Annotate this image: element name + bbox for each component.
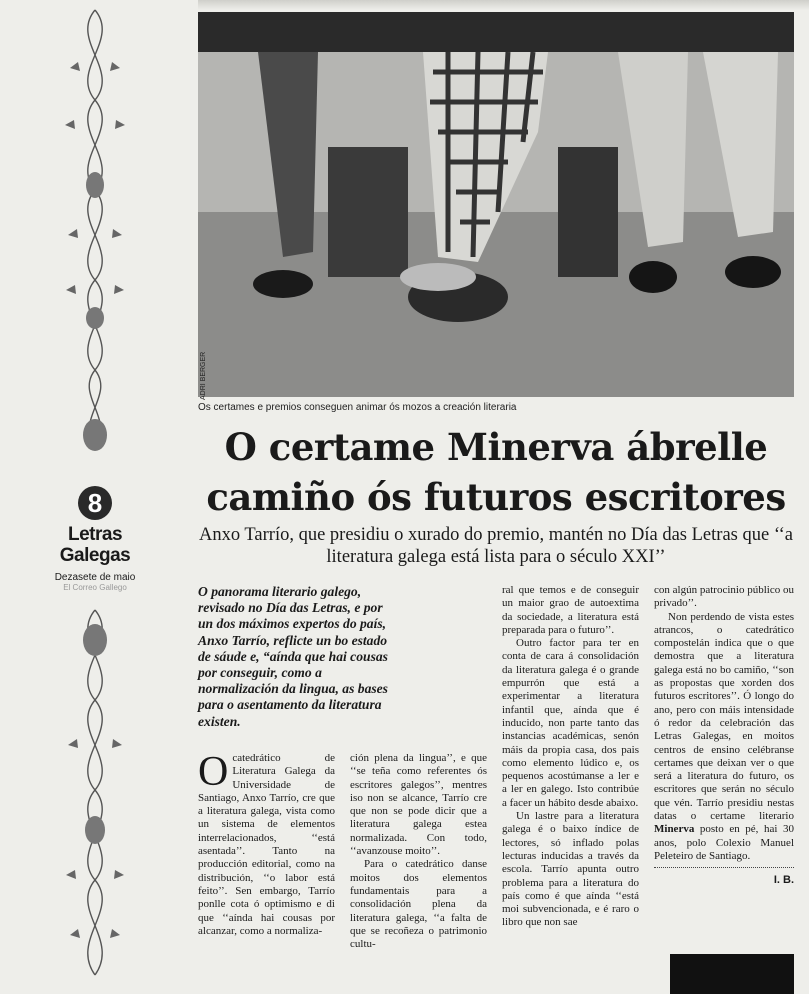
lead-paragraph: O panorama literario galego, revisado no Día das Letras, e por un dos máximos expertos do país, Anxo Tarrío, reflicte un bo estado de sáude e, “aínda que hai cousas por conseguir, como a normalización da lingua, as bases para o asentamento da literatura existen. — [198, 584, 388, 729]
section-title: Letras Galegas — [59, 524, 131, 566]
section-source: El Correo Gallego — [63, 583, 127, 592]
column-1: Ocatedrático de Literatura Galega da Universidade de Santiago, Anxo Tarrío, cre que a literatura galega, vista como un sistema de elementos interrelacionados, ‘‘está asentada’’. Tanto na producción editorial, como na distribución, ‘‘o labor está feito’’. Sen embargo, Tarrío ponlle cota ó optimismo e di que ‘‘aínda hai cousas por alcanzar, como a normaliza- — [198, 749, 335, 937]
black-corner-block — [670, 954, 794, 994]
section-number: 8 — [78, 486, 112, 520]
byline: I. B. — [654, 867, 794, 887]
photo-caption: Os certames e premios conseguen animar ós mozos a creación literaria — [198, 402, 517, 413]
section-label — [40, 486, 150, 592]
column-4: con algún patrocinio público ou privado’’. Non perdendo de vista estes atrancos, o catedrático compostelán indica que o que demostra que a literatura galega está no bo camiño, ‘‘son as propostas que xorden dos futuros escritores’’. Ó longo do ano, pero con máis intensidade ó redor da celebración das Letras Galegas, en moitos centros de ensino celébranse certames que deixan ver o que será a literatura do futuro, os escritores que serán no século que vén. Tarrío presidiu nestas datas o certame literario Minerva posto en pé, hai 30 anos, polo Colexio Manuel Peleteiro de Santiago. I. B. — [654, 584, 794, 887]
subheadline: Anxo Tarrío, que presidiu o xurado do premio, mantén no Día das Letras que ‘‘a literatura galega está lista para o século XXI’’ — [199, 525, 793, 567]
headline: O certame Minerva ábrelle camiño ós futuros escritores — [206, 425, 786, 519]
article-body — [198, 584, 794, 976]
section-date: Dezasete de maio — [54, 572, 136, 583]
drop-cap: O — [198, 749, 229, 795]
column-2: ción plena da lingua’’, e que ‘‘se teña como referentes ós escritores galegos’’, mentres iso non se alcance, Tarrío cre que non se pode dicir que a literatura galega estea normalizada. Con todo, ‘‘avanzouse moito’’. Para o catedrático danse moitos dos elementos fundamentais para a consolidación plena da literatura galega, ‘‘a falta de que se recoñeza o patrimonio cultu- — [350, 752, 487, 951]
minerva-bold: Minerva — [654, 823, 695, 836]
photo-legs-under-table — [198, 12, 794, 397]
page-top-edge — [198, 0, 809, 10]
column-3: ral que temos e de conseguir un maior grao de autoextima da sociedade, a literatura está preparada para o futuro’’. Outro factor para ter en conta de cara á consolidación da literatura galega é o grande empurrón que está a experimentar a literatura infantil que, aínda que é inducido, non parte tanto das instancias académicas, senón máis da propia casa, dos pais como elemento lúdico e, os pequenos acostúmanse a ler e a ler en galego. Isto contribúe a facer un hábito desde abaixo. Un lastre para a literatura galega é o baixo índice de lectores, só inflado polas lecturas inducidas a través da escola. Tarrío apunta outro problema para a literatura do país como é que aínda ‘‘está moi subvencionada, e é raro o libro que non sae — [502, 584, 639, 929]
photo-credit: ADRI BERGER — [200, 351, 207, 400]
